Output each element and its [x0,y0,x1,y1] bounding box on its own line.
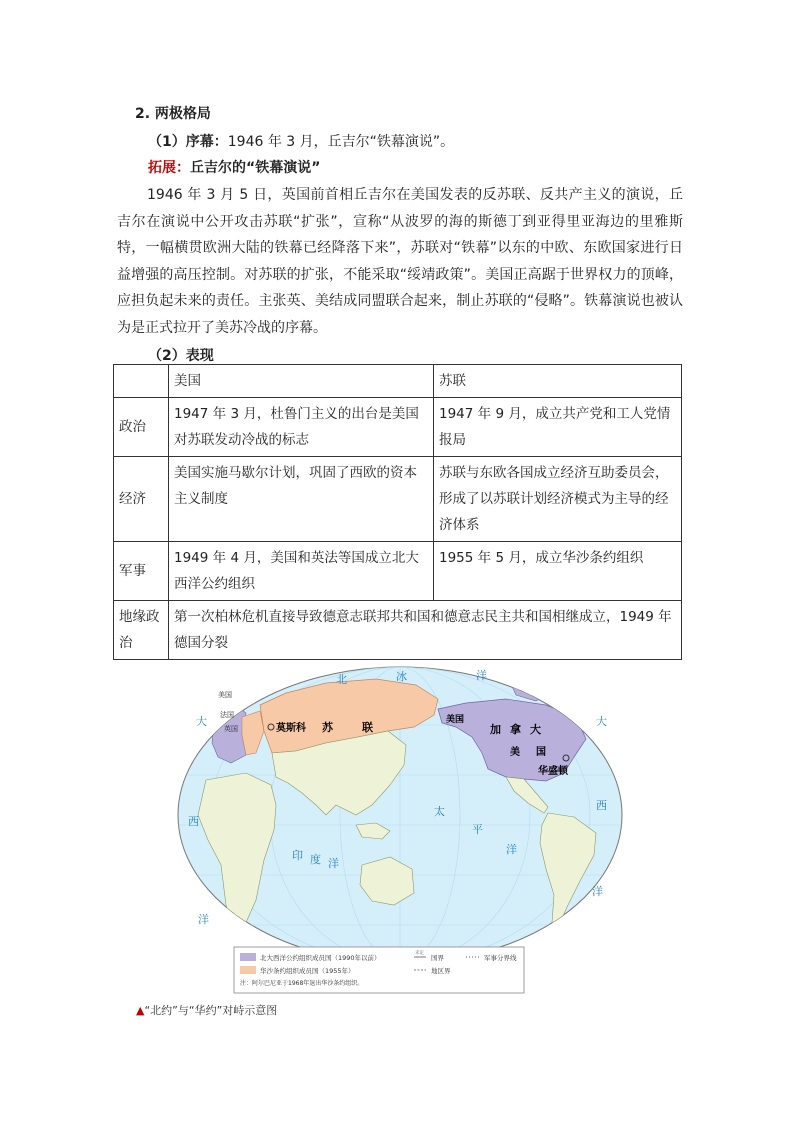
label-bing: 冰 [396,670,407,683]
extension-title: 丘吉尔的“铁幕演说” [190,160,321,176]
label-jia: 加 [490,723,501,736]
table-header-row [114,365,682,398]
prelude-label: （1）序幕： [148,134,228,150]
map-legend [234,947,524,993]
label-du: 度 [310,853,321,866]
table-row [114,398,682,457]
label-moscow: 莫斯科 [276,723,306,734]
legend-note: 注：阿尔巴尼亚于1968年退出华沙条约组织。 [240,980,364,987]
geo-cell: 第一次柏林危机直接导致德意志联邦共和国和德意志民主共和国相继成立，1949 年德国分裂 [169,601,682,660]
label-lian: 联 [362,721,373,734]
legend-border: 国界 [431,954,444,962]
label-tai: 太 [434,805,445,818]
label-yin: 印 [292,849,303,862]
label-yang-w: 洋 [198,913,209,926]
label-eu-ying: 英国 [224,725,238,733]
label-mei: 美 [510,747,520,758]
body-paragraph: 1946 年 3 月 5 日，英国前首相丘吉尔在美国发表的反苏联、反共产主义的演说，丘吉尔在演说中公开攻击苏联“扩张”，宣称“从波罗的海的斯德丁到亚得里亚海边的里雅斯特，一幅横贯欧洲大陆的铁幕已经降落下来”，苏联对“铁幕”以东的中欧、东欧国家进行日益增强的高压控制。对苏联的扩张，不能采取“绥靖政策”。美国正高踞于世界权力的顶峰，应担负起未来的责任。主张英、美结成同盟联合起来，制止苏联的“侵略”。铁幕演说也被认为是正式拉开了美苏冷战的序幕。 [117,187,683,336]
table-row [114,601,682,660]
usa-cell: 1949 年 4 月，美国和英法等国成立北大西洋公约组织 [169,542,434,601]
prelude-line [148,131,454,151]
extension-line [148,157,320,177]
table-row [114,542,682,601]
label-xi-e: 西 [596,799,607,812]
section-heading: 2. 两极格局 [135,106,211,122]
table-header-cell [114,365,169,398]
label-guo: 国 [536,747,546,758]
map-caption [136,1002,277,1018]
label-da-w: 大 [196,715,207,728]
label-usa-top: 美国 [446,715,465,725]
legend-swatch-nato [240,953,256,961]
label-yang-n: 洋 [476,669,487,682]
row-label: 政治 [114,398,169,457]
row-label: 地缘政治 [114,601,169,660]
label-da-e: 大 [596,715,607,728]
comparison-table [113,364,682,660]
label-bei: 北 [336,673,347,686]
label-na: 拿 [510,723,521,736]
label-washington: 华盛顿 [538,766,568,777]
label-ping: 平 [472,823,483,836]
label-eu-fa: 法国 [220,711,234,719]
label-xi-w: 西 [188,815,199,828]
performance-label: （2）表现 [148,348,214,364]
label-da-ca: 大 [530,723,541,736]
table-row [114,457,682,542]
ussr-cell: 1955 年 5 月，成立华沙条约组织 [434,542,682,601]
ussr-cell: 1947 年 9 月，成立共产党和工人党情报局 [434,398,682,457]
row-label: 军事 [114,542,169,601]
label-su: 苏 [322,721,333,734]
label-yang-e: 洋 [592,885,603,898]
label-yang-i: 洋 [328,857,339,870]
table-header-cell: 美国 [169,365,434,398]
caption-text: “北约”与“华约”对峙示意图 [144,1004,278,1017]
legend-nato: 北大西洋公约组织成员国（1990年以前） [260,954,381,962]
table-header-cell: 苏联 [434,365,682,398]
legend-border-glyph: 未定 [415,951,424,956]
world-map [176,665,624,987]
row-label: 经济 [114,457,169,542]
caption-marker: ▲ [136,1004,145,1017]
label-eu-mei: 美国 [218,691,232,699]
extension-label: 拓展： [148,160,190,176]
prelude-text: 1946 年 3 月，丘吉尔“铁幕演说”。 [227,134,455,150]
ussr-cell: 苏联与东欧各国成立经济互助委员会，形成了以苏联计划经济模式为主导的经济体系 [434,457,682,542]
legend-warsaw: 华沙条约组织成员国（1955年） [260,967,355,975]
usa-cell: 1947 年 3 月，杜鲁门主义的出台是美国对苏联发动冷战的标志 [169,398,434,457]
legend-swatch-warsaw [240,966,256,974]
legend-military: 军事分界线 [484,954,517,962]
usa-cell: 美国实施马歇尔计划，巩固了西欧的资本主义制度 [169,457,434,542]
legend-region: 地区界 [431,967,451,975]
label-yang-p: 洋 [506,843,517,856]
